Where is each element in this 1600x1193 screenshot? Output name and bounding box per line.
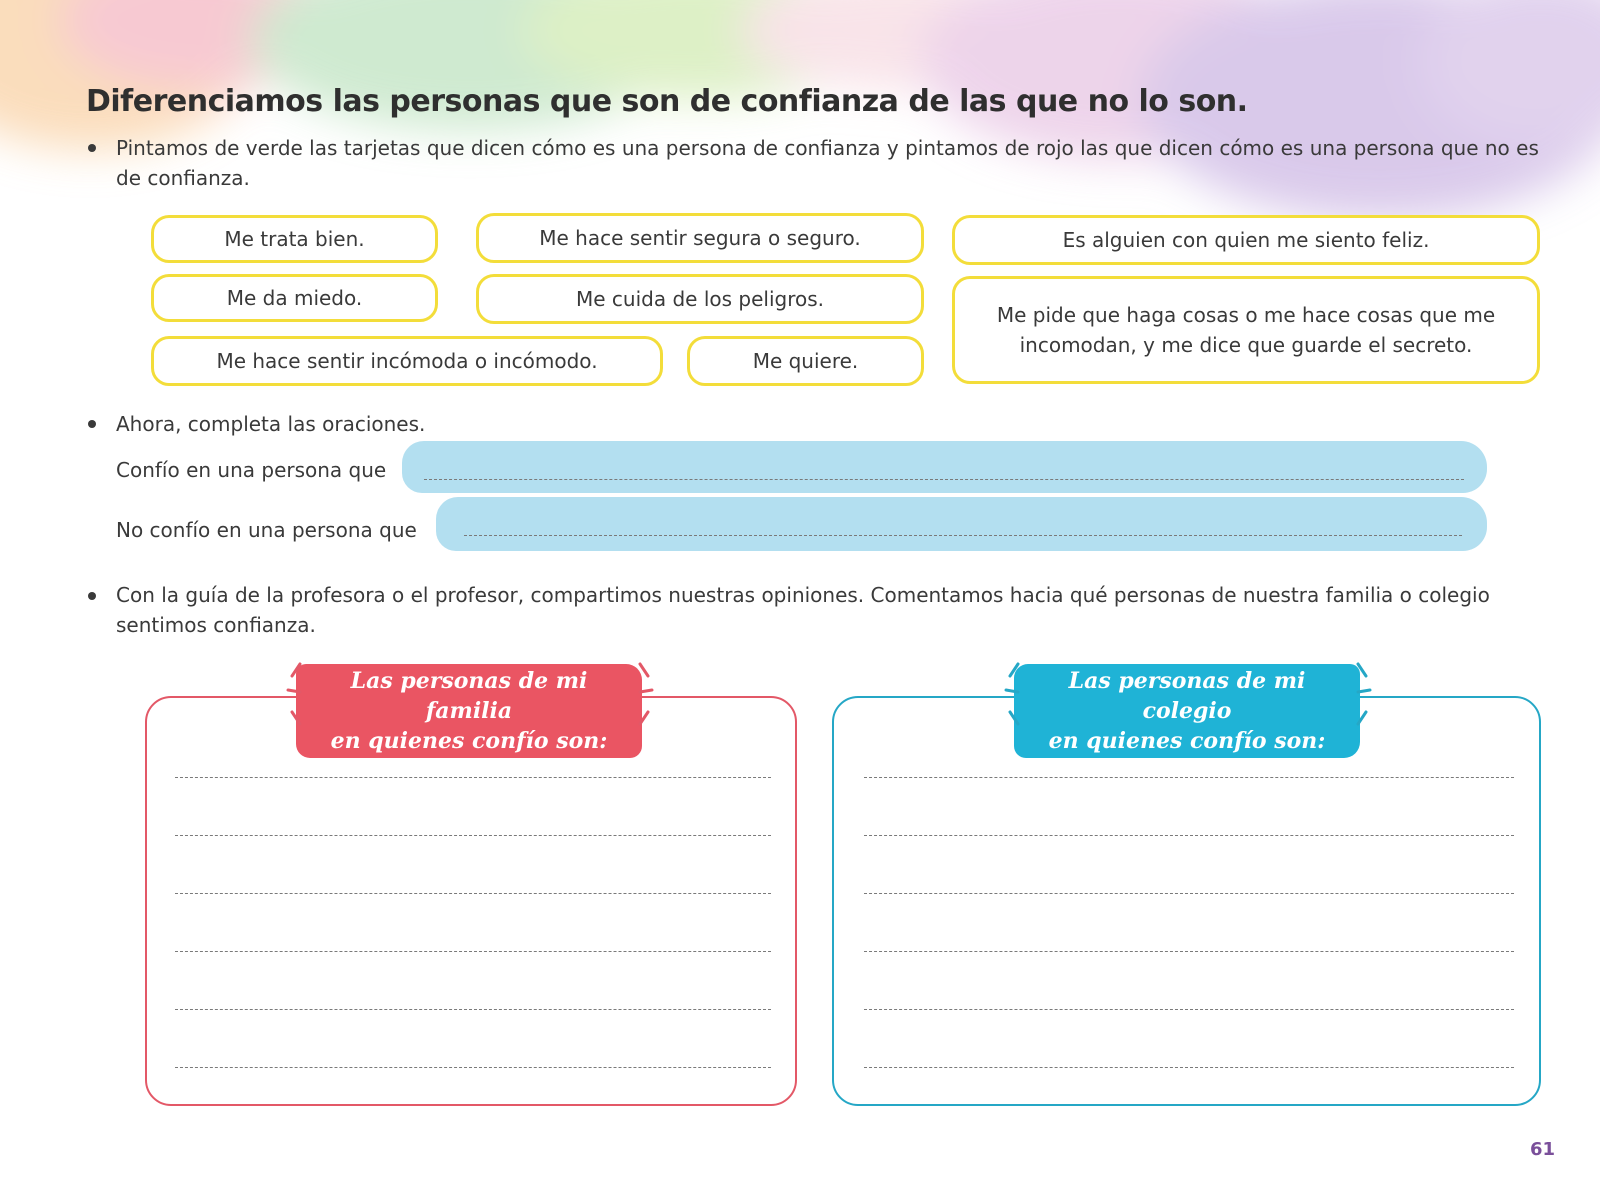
bullet [88, 144, 96, 152]
bullet [88, 592, 96, 600]
card-me-da-miedo[interactable]: Me da miedo. [151, 274, 438, 322]
writing-line [175, 777, 771, 778]
writing-line [864, 1067, 1514, 1068]
writing-line [864, 835, 1514, 836]
sentence-distrust-label: No confío en una persona que [116, 518, 417, 542]
card-me-hace-sentir-seguro[interactable]: Me hace sentir segura o seguro. [476, 213, 924, 263]
writing-line [864, 1009, 1514, 1010]
page-number: 61 [1529, 1139, 1555, 1160]
instruction-share-opinions: Con la guía de la profesora o el profesor, compartimos nuestras opiniones. Comentamos hacia qué personas de nuestra familia o colegio sentimos confianza. [116, 583, 1490, 637]
watercolor-background [0, 0, 1600, 240]
instruction-complete-sentences: Ahora, completa las oraciones. [116, 412, 426, 436]
sparkle-icon [284, 660, 304, 730]
family-heading-line2: en quienes confío son: [330, 728, 608, 754]
card-me-cuida-peligros[interactable]: Me cuida de los peligros. [476, 274, 924, 324]
writing-line [175, 835, 771, 836]
page-title: Diferenciamos las personas que son de confianza de las que no lo son. [86, 84, 1248, 119]
sentence-distrust-field[interactable] [436, 497, 1487, 551]
sentence-trust-field[interactable] [402, 441, 1487, 493]
sentence-trust-label: Confío en una persona que [116, 458, 387, 482]
school-heading-line2: en quienes confío son: [1048, 728, 1326, 754]
writing-line [175, 893, 771, 894]
card-me-trata-bien[interactable]: Me trata bien. [151, 215, 438, 263]
card-alguien-feliz[interactable]: Es alguien con quien me siento feliz. [952, 215, 1540, 265]
writing-line [864, 777, 1514, 778]
writing-line [864, 893, 1514, 894]
card-me-pide-secreto[interactable]: Me pide que haga cosas o me hace cosas que me incomodan, y me dice que guarde el secreto. [952, 276, 1540, 384]
bullet [88, 420, 96, 428]
writing-line [175, 1067, 771, 1068]
card-me-hace-sentir-incomodo[interactable]: Me hace sentir incómoda o incómodo. [151, 336, 663, 386]
answer-line [424, 479, 1464, 480]
sparkle-icon [1002, 660, 1022, 730]
school-heading-line1: Las personas de mi colegio [1068, 668, 1306, 724]
sparkle-icon [1354, 660, 1374, 730]
answer-line [464, 535, 1462, 536]
card-me-quiere[interactable]: Me quiere. [687, 336, 924, 386]
writing-line [175, 1009, 771, 1010]
sparkle-icon [636, 660, 656, 730]
instruction-paint-cards: Pintamos de verde las tarjetas que dicen cómo es una persona de confianza y pintamos de rojo las que dicen cómo es una persona que no es de confianza. [116, 136, 1539, 190]
family-heading-line1: Las personas de mi familia [350, 668, 588, 724]
school-box-heading [1014, 664, 1360, 758]
writing-line [175, 951, 771, 952]
writing-line [864, 951, 1514, 952]
family-box-heading [296, 664, 642, 758]
